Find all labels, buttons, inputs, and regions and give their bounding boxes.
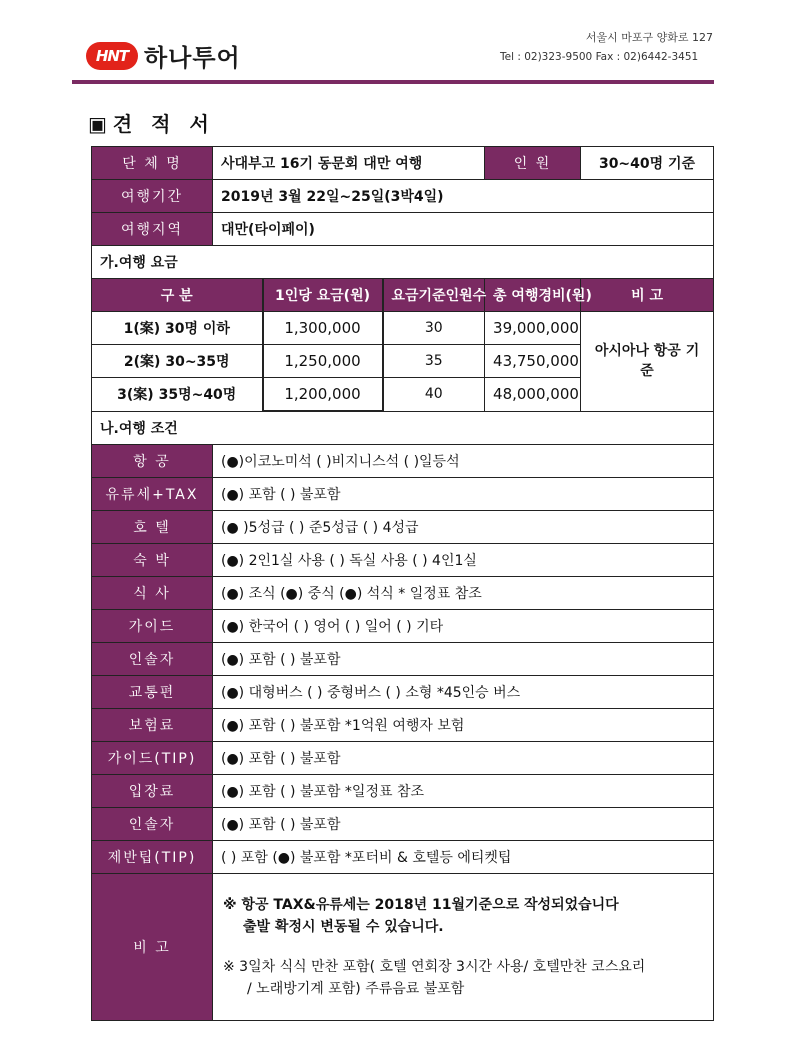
fee-per-person: 1,200,000 xyxy=(263,378,383,412)
fee-header-note: 비 고 xyxy=(581,279,714,312)
fee-header-row xyxy=(92,279,714,312)
condition-label: 가이드 xyxy=(92,610,213,643)
company-logo xyxy=(86,38,241,73)
region-label: 여행지역 xyxy=(92,213,213,246)
remark-1-line-2: 출발 확정시 변동될 수 있습니다. xyxy=(243,919,444,935)
fee-header-base-count: 요금기준인원수 xyxy=(383,279,485,312)
condition-row-lodging xyxy=(92,544,714,577)
region-value: 대만(타이페이) xyxy=(213,213,714,246)
condition-label: 입장료 xyxy=(92,775,213,808)
condition-value: (●)이코노미석 ( )비지니스석 ( )일등석 xyxy=(213,445,714,478)
condition-row-transport xyxy=(92,676,714,709)
remark-2-line-1: ※ 3일차 식식 만찬 포함( 호텔 연회장 3시간 사용/ 호텔만찬 코스요리 xyxy=(223,959,646,975)
condition-label: 호 텔 xyxy=(92,511,213,544)
condition-row-airline xyxy=(92,445,714,478)
condition-label: 교통편 xyxy=(92,676,213,709)
fee-plan: 3(案) 35명~40명 xyxy=(92,378,263,412)
letterhead xyxy=(0,0,793,86)
condition-label: 인솔자 xyxy=(92,808,213,841)
remark-2 xyxy=(223,956,703,1000)
fee-header-per-person: 1인당 요금(원) xyxy=(263,279,383,312)
logo-mark: HNT xyxy=(86,42,138,70)
condition-row-hotel xyxy=(92,511,714,544)
period-value: 2019년 3월 22일~25일(3박4일) xyxy=(213,180,714,213)
fee-section-title: 가.여행 요금 xyxy=(92,246,714,279)
condition-label: 식 사 xyxy=(92,577,213,610)
condition-value: (●) 포함 ( ) 불포함 *일정표 참조 xyxy=(213,775,714,808)
condition-value: (●) 포함 ( ) 불포함 xyxy=(213,742,714,775)
people-value: 30~40명 기준 xyxy=(581,147,714,180)
condition-row-general-tip xyxy=(92,841,714,874)
condition-row-admission xyxy=(92,775,714,808)
company-name: 하나투어 xyxy=(144,44,241,72)
condition-value: (●) 포함 ( ) 불포함 xyxy=(213,808,714,841)
fee-per-person: 1,250,000 xyxy=(263,345,383,378)
period-row xyxy=(92,180,714,213)
remarks-row xyxy=(92,874,714,1021)
fee-header-total: 총 여행경비(원) xyxy=(485,279,581,312)
group-label: 단 체 명 xyxy=(92,147,213,180)
condition-label: 보험료 xyxy=(92,709,213,742)
condition-row-meals xyxy=(92,577,714,610)
condition-row-guide xyxy=(92,610,714,643)
condition-row-escort-2 xyxy=(92,808,714,841)
group-value: 사대부고 16기 동문회 대만 여행 xyxy=(213,147,485,180)
condition-label: 숙 박 xyxy=(92,544,213,577)
fee-base-count: 40 xyxy=(383,378,485,412)
condition-value: (●) 포함 ( ) 불포함 xyxy=(213,478,714,511)
condition-value: (●) 포함 ( ) 불포함 xyxy=(213,643,714,676)
condition-value: (● )5성급 ( ) 준5성급 ( ) 4성급 xyxy=(213,511,714,544)
group-row xyxy=(92,147,714,180)
condition-label: 가이드(TIP) xyxy=(92,742,213,775)
condition-label: 항 공 xyxy=(92,445,213,478)
quote-table xyxy=(91,146,714,1021)
conditions-section-row xyxy=(92,411,714,445)
condition-value: (●) 2인1실 사용 ( ) 독실 사용 ( ) 4인1실 xyxy=(213,544,714,577)
condition-value: (●) 대형버스 ( ) 중형버스 ( ) 소형 *45인승 버스 xyxy=(213,676,714,709)
conditions-section-title: 나.여행 조건 xyxy=(92,411,714,445)
fee-total: 39,000,000 xyxy=(485,312,581,345)
condition-label: 제반팁(TIP) xyxy=(92,841,213,874)
fee-plan: 1(案) 30명 이하 xyxy=(92,312,263,345)
condition-value: (●) 한국어 ( ) 영어 ( ) 일어 ( ) 기타 xyxy=(213,610,714,643)
company-address: 서울시 마포구 양화로 127 xyxy=(585,31,713,44)
condition-row-guide-tip xyxy=(92,742,714,775)
fee-total: 43,750,000 xyxy=(485,345,581,378)
fee-note: 아시아나 항공 기준 xyxy=(581,312,714,412)
fee-header-plan: 구 분 xyxy=(92,279,263,312)
condition-value: (●) 조식 (●) 중식 (●) 석식 * 일정표 참조 xyxy=(213,577,714,610)
region-row xyxy=(92,213,714,246)
period-label: 여행기간 xyxy=(92,180,213,213)
remark-2-line-2: / 노래방기계 포함) 주류음료 불포함 xyxy=(247,981,465,997)
fee-base-count: 30 xyxy=(383,312,485,345)
header-divider xyxy=(72,80,714,84)
condition-label: 인솔자 xyxy=(92,643,213,676)
remark-1-line-1: ※ 항공 TAX&유류세는 2018년 11월기준으로 작성되었습니다 xyxy=(223,897,619,913)
people-label: 인 원 xyxy=(485,147,581,180)
fee-plan: 2(案) 30~35명 xyxy=(92,345,263,378)
remarks-content xyxy=(213,874,714,1021)
condition-row-tax xyxy=(92,478,714,511)
document-title: ▣견 적 서 xyxy=(88,112,215,136)
condition-value: (●) 포함 ( ) 불포함 *1억원 여행자 보험 xyxy=(213,709,714,742)
condition-row-insurance xyxy=(92,709,714,742)
condition-value: ( ) 포함 (●) 불포함 *포터비 & 호텔등 에티켓팁 xyxy=(213,841,714,874)
fee-base-count: 35 xyxy=(383,345,485,378)
condition-row-escort xyxy=(92,643,714,676)
condition-label: 유류세+TAX xyxy=(92,478,213,511)
fee-section-row xyxy=(92,246,714,279)
remark-1 xyxy=(223,894,703,938)
fee-row xyxy=(92,312,714,345)
remarks-label: 비 고 xyxy=(92,874,213,1021)
fee-per-person: 1,300,000 xyxy=(263,312,383,345)
fee-total: 48,000,000 xyxy=(485,378,581,412)
company-contact: Tel : 02)323-9500 Fax : 02)6442-3451 xyxy=(500,51,699,63)
